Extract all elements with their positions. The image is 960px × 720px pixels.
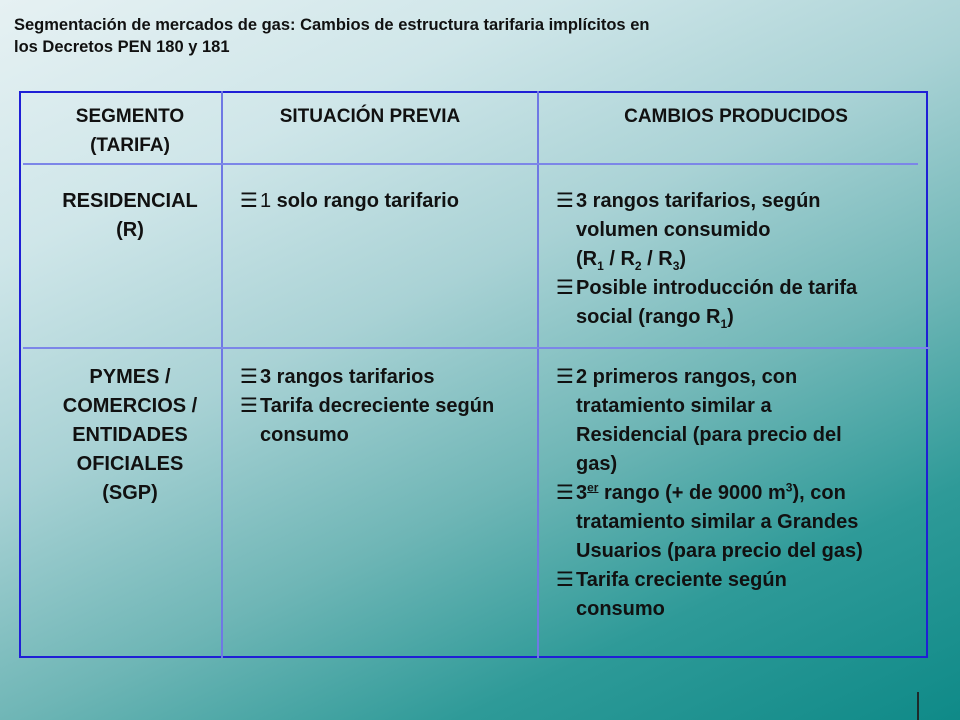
change-text: Usuarios (para precio del gas)	[576, 540, 863, 562]
segment-pymes-line4: OFICIALES	[76, 453, 184, 475]
list-item	[556, 187, 926, 274]
range-label: )	[679, 248, 687, 270]
previous-text: Tarifa decreciente según	[260, 395, 495, 417]
bullet-icon: ☰	[240, 395, 258, 417]
range-label: (R	[576, 248, 598, 270]
change-text: consumo	[576, 598, 665, 620]
previous-text: consumo	[260, 424, 349, 446]
slide-title-line2: los Decretos PEN 180 y 181	[14, 38, 230, 56]
ordinal-superscript: er	[587, 480, 599, 495]
segment-pymes-line2: COMERCIOS /	[62, 395, 198, 417]
bullet-icon: ☰	[556, 366, 574, 388]
change-text: 2 primeros rangos, con	[576, 366, 798, 388]
unit-superscript: 3	[785, 480, 793, 495]
changes-pymes	[556, 363, 926, 624]
change-text: Posible introducción de tarifa	[576, 277, 858, 299]
bullet-icon: ☰	[556, 190, 574, 212]
header-segment	[40, 102, 220, 160]
segment-pymes-line5: (SGP)	[102, 482, 158, 504]
change-text: tratamiento similar a	[576, 395, 772, 417]
segment-pymes-line3: ENTIDADES	[72, 424, 188, 446]
previous-pymes	[240, 363, 540, 450]
header-changes: CAMBIOS PRODUCIDOS	[624, 106, 848, 127]
bullet-icon: ☰	[556, 482, 574, 504]
range-label: 3	[576, 482, 588, 504]
range-subscript: 3	[672, 259, 680, 273]
changes-residencial	[556, 187, 926, 332]
range-text: solo rango tarifario	[271, 190, 459, 212]
range-subscript: 1	[597, 259, 604, 273]
segment-pymes-line1: PYMES /	[89, 366, 171, 388]
change-text: volumen consumido	[576, 219, 771, 241]
range-label: / R	[603, 248, 635, 270]
list-item	[556, 363, 926, 479]
slide-title-line1: Segmentación de mercados de gas: Cambios de estructura tarifaria implícitos en	[14, 16, 650, 34]
change-text: Tarifa creciente según	[576, 569, 787, 591]
row-divider	[23, 347, 930, 349]
header-segment-line2: (TARIFA)	[90, 135, 170, 156]
header-divider	[23, 163, 918, 165]
list-item	[240, 363, 540, 392]
range-label: social (rango R	[576, 306, 721, 328]
change-text: gas)	[576, 453, 618, 475]
bullet-icon: ☰	[556, 569, 574, 591]
bullet-icon: ☰	[556, 277, 574, 299]
change-text: tratamiento similar a Grandes	[576, 511, 859, 533]
header-segment-line1: SEGMENTO	[75, 106, 185, 127]
list-item	[556, 479, 926, 566]
range-label: )	[727, 306, 734, 328]
change-text-social	[576, 303, 926, 332]
change-text: 3 rangos tarifarios, según	[576, 190, 821, 212]
range-label: ), con	[792, 482, 846, 504]
range-subscript: 1	[720, 317, 728, 331]
slide-title	[14, 14, 914, 58]
column-divider-1	[221, 91, 223, 658]
range-count: 1	[260, 190, 272, 212]
list-item	[240, 392, 540, 450]
segment-pymes	[40, 363, 220, 508]
bullet-icon: ☰	[240, 366, 258, 388]
range-label: rango (+ de 9000 m	[598, 482, 786, 504]
header-previous: SITUACIÓN PREVIA	[279, 106, 461, 127]
change-text: Residencial (para precio del	[576, 424, 842, 446]
change-text-third-range	[576, 479, 926, 508]
bullet-icon: ☰	[240, 190, 258, 212]
previous-text: 3 rangos tarifarios	[260, 366, 435, 388]
previous-residencial	[240, 187, 530, 216]
range-label: / R	[641, 248, 673, 270]
segment-residencial	[40, 187, 220, 245]
range-subscript: 2	[634, 259, 642, 273]
list-item	[556, 566, 926, 624]
change-text-ranges	[576, 245, 926, 274]
segment-residencial-line2: (R)	[116, 219, 144, 241]
corner-divider	[917, 692, 919, 720]
list-item	[556, 274, 926, 332]
segment-residencial-line1: RESIDENCIAL	[62, 190, 198, 212]
list-item	[240, 187, 530, 216]
